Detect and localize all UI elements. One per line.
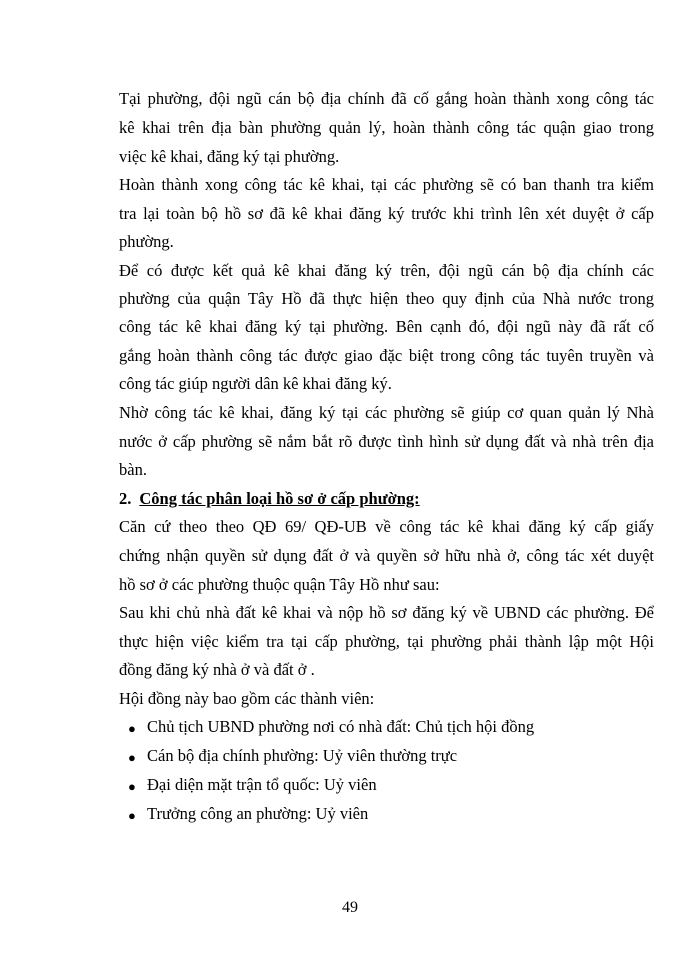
section-heading-title: Công tác phân loại hồ sơ ở cấp phường: bbox=[139, 489, 420, 508]
paragraph-1-line-2: kê khai trên địa bàn phường quản lý, hoàn thành công tác quận giao trong bbox=[119, 118, 654, 137]
paragraph-4-line-3: bàn. bbox=[119, 460, 147, 479]
bullet-dot-icon: ● bbox=[128, 721, 136, 736]
page-number: 49 bbox=[342, 899, 358, 916]
section-heading bbox=[119, 489, 420, 509]
paragraph-3-line-4: gắng hoàn thành công tác được giao đặc biệt trong công tác tuyên truyền và bbox=[119, 346, 654, 365]
paragraph-3-line-1: Để có được kết quả kê khai đăng ký trên, đội ngũ cán bộ địa chính các bbox=[119, 261, 654, 280]
paragraph-3-line-5: công tác giúp người dân kê khai đăng ký. bbox=[119, 374, 392, 393]
bullet-item: Trưởng công an phường: Uỷ viên bbox=[147, 804, 369, 823]
section-heading-number: 2. bbox=[119, 489, 132, 508]
paragraph-6-line-1: Sau khi chủ nhà đất kê khai và nộp hồ sơ đăng ký về UBND các phường. Để bbox=[119, 603, 654, 622]
paragraph-5-line-3: hồ sơ ở các phường thuộc quận Tây Hồ như sau: bbox=[119, 575, 440, 594]
paragraph-5-line-2: chứng nhận quyền sử dụng đất ở và quyền sở hữu nhà ở, công tác xét duyệt bbox=[119, 546, 654, 565]
bullet-item: Cán bộ địa chính phường: Uỷ viên thường trực bbox=[147, 746, 458, 765]
paragraph-2-line-1: Hoàn thành xong công tác kê khai, tại các phường sẽ có ban thanh tra kiểm bbox=[119, 175, 654, 194]
bullet-dot-icon: ● bbox=[128, 750, 136, 765]
bullet-item: Đại diện mặt trận tổ quốc: Uỷ viên bbox=[147, 775, 377, 794]
paragraph-4-line-2: nước ở cấp phường sẽ nắm bắt rõ được tình hình sử dụng đất và nhà trên địa bbox=[119, 432, 654, 451]
paragraph-2-line-3: phường. bbox=[119, 232, 174, 251]
paragraph-1-line-3: việc kê khai, đăng ký tại phường. bbox=[119, 147, 340, 166]
paragraph-1-line-1: Tại phường, đội ngũ cán bộ địa chính đã cố gắng hoàn thành xong công tác bbox=[119, 89, 654, 108]
paragraph-3-line-3: công tác kê khai đăng ký tại phường. Bên cạnh đó, đội ngũ này đã rất cố bbox=[119, 317, 654, 336]
bullet-dot-icon: ● bbox=[128, 779, 136, 794]
bullet-item: Chủ tịch UBND phường nơi có nhà đất: Chủ tịch hội đồng bbox=[147, 717, 535, 736]
paragraph-4-line-1: Nhờ công tác kê khai, đăng ký tại các phường sẽ giúp cơ quan quản lý Nhà bbox=[119, 403, 654, 422]
paragraph-6-line-3: đồng đăng ký nhà ở và đất ở . bbox=[119, 660, 315, 679]
bullet-dot-icon: ● bbox=[128, 808, 136, 823]
paragraph-5-line-1: Căn cứ theo theo QĐ 69/ QĐ-UB về công tác kê khai đăng ký cấp giấy bbox=[119, 517, 654, 536]
paragraph-3-line-2: phường của quận Tây Hồ đã thực hiện theo quy định của Nhà nước trong bbox=[119, 289, 654, 308]
paragraph-2-line-2: tra lại toàn bộ hồ sơ đã kê khai đăng ký trước khi trình lên xét duyệt ở cấp bbox=[119, 204, 654, 223]
paragraph-6-line-2: thực hiện việc kiểm tra tại cấp phường, tại phường phải thành lập một Hội bbox=[119, 632, 654, 651]
paragraph-7-line-1: Hội đồng này bao gồm các thành viên: bbox=[119, 689, 375, 708]
